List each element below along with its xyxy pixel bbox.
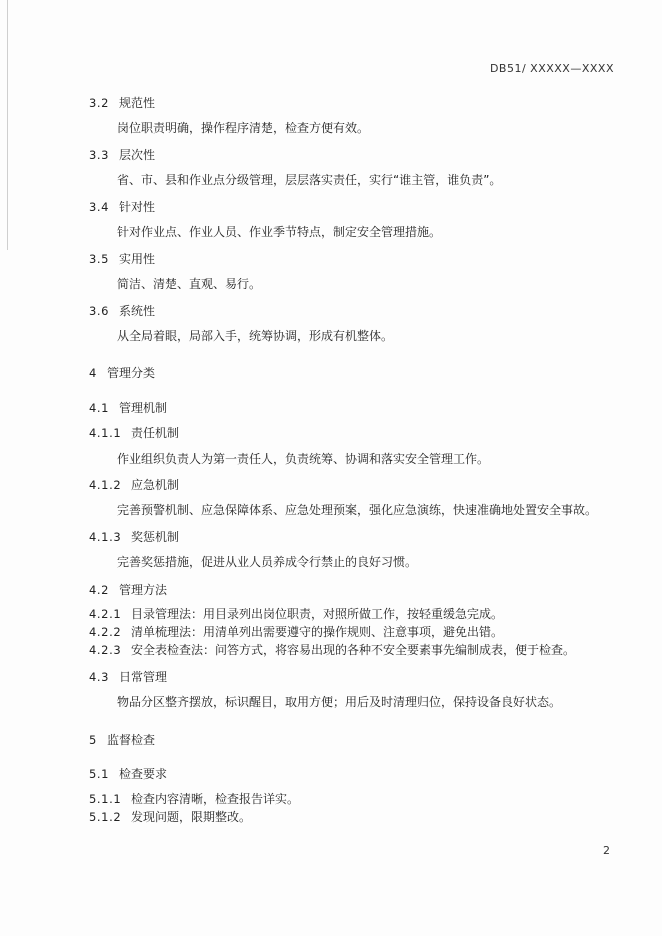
section-number: 5.1 — [89, 767, 110, 781]
paragraph: 省、市、县和作业点分级管理，层层落实责任，实行“谁主管，谁负责”。 — [117, 173, 502, 187]
paragraph: 简洁、清楚、直观、易行。 — [117, 277, 262, 291]
section-number: 5.1.2 — [89, 810, 122, 824]
section-number: 4.2 — [89, 583, 110, 597]
list-item-text: 检查内容清晰，检查报告详实。 — [131, 792, 300, 806]
document-code: DB51/ XXXXX—XXXX — [489, 62, 614, 75]
section-title: 针对性 — [119, 200, 156, 214]
section-number: 4.1.3 — [89, 530, 122, 544]
paragraph: 完善预警机制、应急保障体系、应急处理预案，强化应急演练，快速准确地处置安全事故。 — [117, 503, 598, 517]
section-number: 3.3 — [89, 148, 110, 162]
paragraph: 物品分区整齐摆放，标识醒目，取用方便；用后及时清理归位，保持设备良好状态。 — [117, 695, 562, 709]
list-item-text: 发现问题，限期整改。 — [131, 810, 252, 824]
section-title: 规范性 — [119, 96, 156, 110]
list-item-text: 清单梳理法：用清单列出需要遵守的操作规则、注意事项，避免出错。 — [131, 625, 504, 639]
section-title: 日常管理 — [119, 670, 168, 684]
section-title: 检查要求 — [119, 767, 168, 781]
section-title: 应急机制 — [131, 478, 180, 492]
section-number: 5 — [89, 733, 97, 747]
section-number: 3.6 — [89, 304, 110, 318]
section-number: 3.5 — [89, 252, 110, 266]
section-title: 责任机制 — [131, 426, 180, 440]
section-number: 4.1.2 — [89, 478, 122, 492]
paragraph: 完善奖惩措施，促进从业人员养成令行禁止的良好习惯。 — [117, 555, 418, 569]
section-number: 4 — [89, 366, 97, 380]
section-number: 4.1.1 — [89, 426, 122, 440]
paragraph: 针对作业点、作业人员、作业季节特点，制定安全管理措施。 — [117, 225, 442, 239]
section-title: 奖惩机制 — [131, 530, 180, 544]
section-number: 4.2.2 — [89, 625, 122, 639]
paragraph: 从全局着眼，局部入手，统筹协调，形成有机整体。 — [117, 329, 394, 343]
scan-edge-line — [7, 0, 8, 250]
section-number: 4.3 — [89, 670, 110, 684]
paragraph: 岗位职责明确，操作程序清楚，检查方便有效。 — [117, 121, 370, 135]
section-number: 5.1.1 — [89, 792, 122, 806]
section-number: 4.2.3 — [89, 643, 122, 657]
section-title: 管理方法 — [119, 583, 168, 597]
section-title: 管理分类 — [107, 366, 156, 380]
section-number: 3.4 — [89, 200, 110, 214]
section-title: 监督检查 — [107, 733, 156, 747]
section-title: 实用性 — [119, 252, 156, 266]
list-item-text: 目录管理法：用目录列出岗位职责，对照所做工作，按轻重缓急完成。 — [131, 607, 504, 621]
paragraph: 作业组织负责人为第一责任人，负责统筹、协调和落实安全管理工作。 — [117, 452, 490, 466]
section-number: 4.2.1 — [89, 607, 122, 621]
section-title: 层次性 — [119, 148, 156, 162]
list-item-text: 安全表检查法：问答方式，将容易出现的各种不安全要素事先编制成表，便于检查。 — [131, 643, 576, 657]
section-title: 管理机制 — [119, 401, 168, 415]
section-number: 3.2 — [89, 96, 110, 110]
section-number: 4.1 — [89, 401, 110, 415]
page-number: 2 — [603, 844, 610, 857]
section-title: 系统性 — [119, 304, 156, 318]
